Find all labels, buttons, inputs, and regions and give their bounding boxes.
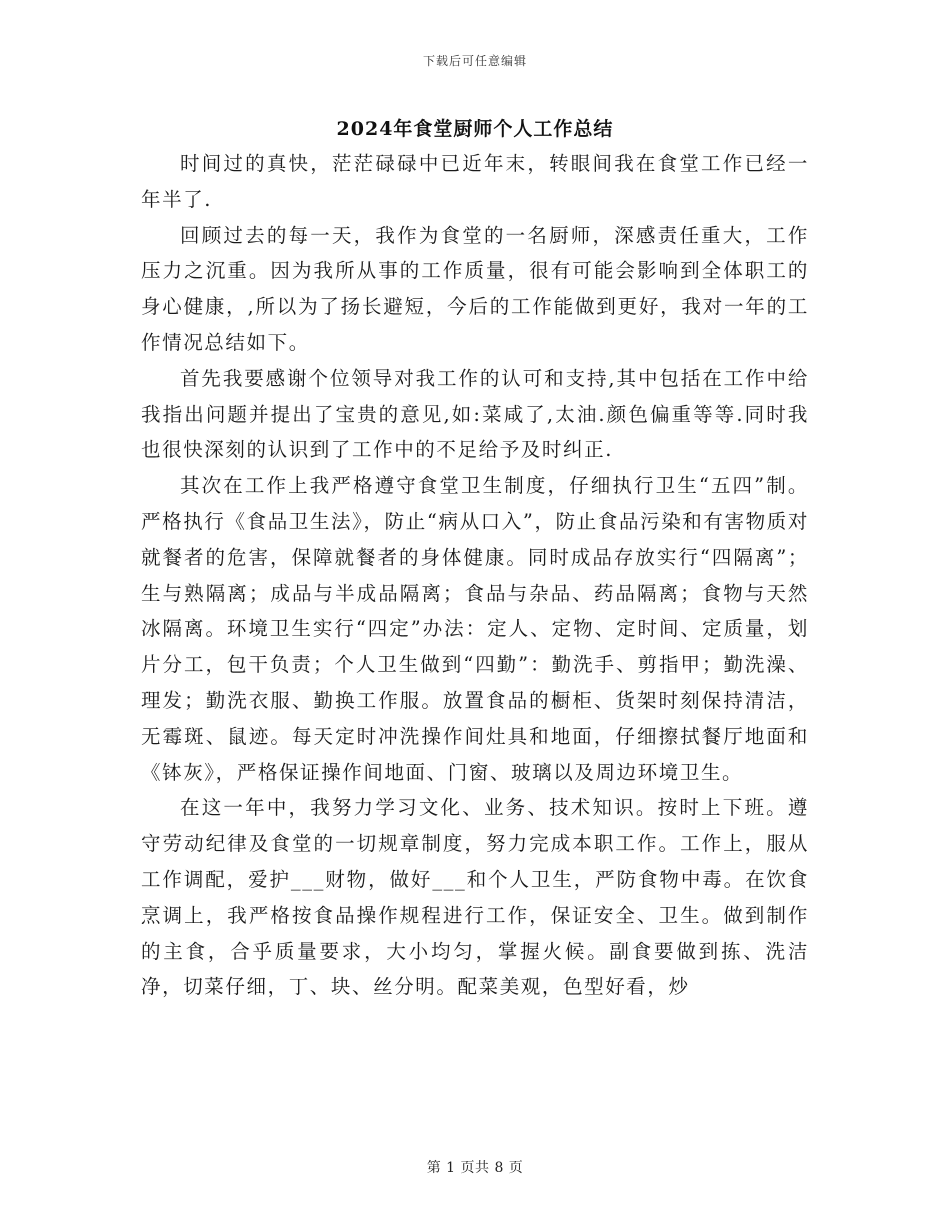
paragraph-1: 时间过的真快，茫茫碌碌中已近年末，转眼间我在食堂工作已经一年半了. (141, 152, 809, 211)
paragraph-2: 回顾过去的每一天，我作为食堂的一名厨师，深感责任重大，工作压力之沉重。因为我所从事的工作质量，很有可能会影响到全体职工的身心健康，,所以为了扬长避短，今后的工作能做到更好，我对一年的工作情况总结如下。 (141, 223, 809, 354)
page-header-note: 下载后可任意编辑 (422, 54, 527, 68)
page-number-footer: 第 1 页共 8 页 (426, 1160, 524, 1176)
paragraph-3: 首先我要感谢个位领导对我工作的认可和支持,其中包括在工作中给我指出问题并提出了宝贵的意见,如:菜咸了,太油.颜色偏重等等.同时我也很快深刻的认识到了工作中的不足给予及时纠正. (141, 366, 809, 462)
paragraph-5: 在这一年中，我努力学习文化、业务、技术知识。按时上下班。遵守劳动纪律及食堂的一切规章制度，努力完成本职工作。工作上，服从工作调配，爱护___财物，做好___和个人卫生，严防食物中毒。在饮食烹调上，我严格按食品操作规程进行工作，保证安全、卫生。做到制作的主食，合乎质量要求，大小均匀，掌握火候。副食要做到拣、洗洁净，切菜仔细，丁、块、丝分明。配菜美观，色型好看，炒 (141, 796, 809, 999)
paragraph-4: 其次在工作上我严格遵守食堂卫生制度，仔细执行卫生“五四”制。严格执行《食品卫生法》，防止“病从口入”，防止食品污染和有害物质对就餐者的危害，保障就餐者的身体健康。同时成品存放实行“四隔离”；生与熟隔离；成品与半成品隔离；食品与杂品、药品隔离；食物与天然冰隔离。环境卫生实行“四定”办法：定人、定物、定时间、定质量，划片分工，包干负责；个人卫生做到“四勤”：勤洗手、剪指甲；勤洗澡、理发；勤洗衣服、勤换工作服。放置食品的橱柜、货架时刻保持清洁，无霉斑、鼠迹。每天定时冲洗操作间灶具和地面，仔细擦拭餐厅地面和《钵灰》，严格保证操作间地面、门窗、玻璃以及周边环境卫生。 (141, 474, 809, 784)
document-title: 2024年食堂厨师个人工作总结 (336, 118, 614, 140)
document-body (141, 146, 809, 1005)
